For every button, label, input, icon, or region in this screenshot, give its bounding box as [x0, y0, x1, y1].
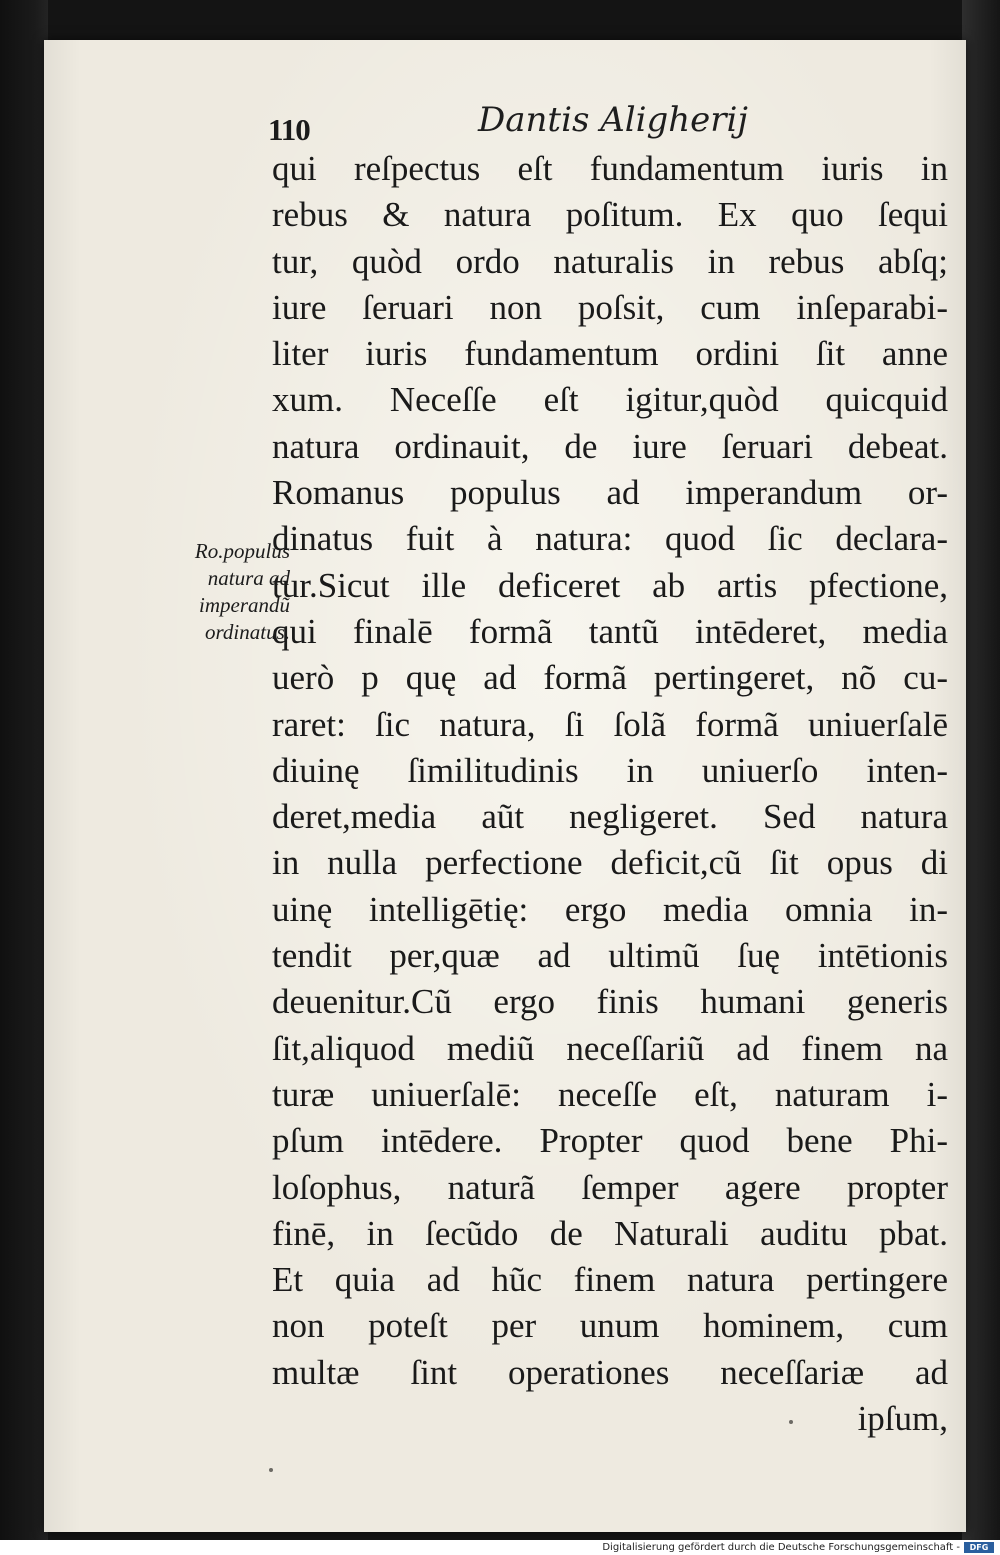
book-page — [44, 40, 966, 1532]
marginal-note-line: ordinatus. — [205, 620, 290, 644]
funding-credit: Digitalisierung gefördert durch die Deutsche Forschungsgemeinschaft - — [602, 1542, 960, 1553]
running-head: Dantis Aligherij — [478, 100, 748, 140]
paper-blemish — [789, 1420, 793, 1424]
text-line: Et quia ad hũc finem natura pertingere — [272, 1260, 948, 1300]
text-line: tur, quòd ordo naturalis in rebus abſq; — [272, 241, 948, 281]
text-line: liter iuris fundamentum ordini ſit anne — [272, 334, 948, 374]
marginal-note — [150, 538, 290, 646]
text-line: turæ uniuerſalē: neceſſe eſt, naturam i- — [272, 1074, 948, 1114]
text-line: iure ſeruari non poſsit, cum inſeparabi- — [272, 287, 948, 327]
text-line: in nulla perfectione deficit,cũ ſit opus di — [272, 843, 948, 883]
text-line: multæ ſint operationes neceſſariæ ad — [272, 1352, 948, 1392]
text-line: rebus & natura poſitum. Ex quo ſequi — [272, 195, 948, 235]
paper-blemish — [269, 1468, 273, 1472]
text-line: raret: ſic natura, ſi ſolã formã uniuerſalē — [272, 704, 948, 744]
marginal-note-line: natura ad — [207, 566, 290, 590]
scan-edge-left — [0, 0, 48, 1555]
text-line: uinę intelligētię: ergo media omnia in- — [272, 889, 948, 929]
scan-edge-right — [962, 0, 1000, 1555]
digitization-footer — [0, 1540, 1000, 1555]
page-header — [44, 100, 966, 150]
text-line: tendit per,quæ ad ultimũ ſuę intētionis — [272, 936, 948, 976]
text-line: loſophus, naturã ſemper agere propter — [272, 1167, 948, 1207]
text-line: deret,media aũt negligeret. Sed natura — [272, 797, 948, 837]
text-line: Romanus populus ad imperandum or- — [272, 473, 948, 513]
catchword: ipſum, — [857, 1399, 948, 1439]
page-number: 110 — [268, 112, 310, 147]
marginal-note-line: imperandũ — [199, 593, 290, 617]
text-line: non poteſt per unum hominem, cum — [272, 1306, 948, 1346]
text-line: uerò p quę ad formã pertingeret, nõ cu- — [272, 658, 948, 698]
marginal-note-line: Ro.populus — [194, 539, 290, 563]
text-line: pſum intēdere. Propter quod bene Phi- — [272, 1121, 948, 1161]
text-line: xum. Neceſſe eſt igitur,quòd quicquid — [272, 380, 948, 420]
text-line: finē, in ſecũdo de Naturali auditu pbat. — [272, 1213, 948, 1253]
text-line: deuenitur.Cũ ergo finis humani generis — [272, 982, 948, 1022]
dfg-logo-icon: DFG — [964, 1542, 994, 1553]
text-line: qui reſpectus eſt fundamentum iuris in — [272, 149, 948, 188]
text-line: ſit,aliquod mediũ neceſſariũ ad finem na — [272, 1028, 948, 1068]
text-line: tur.Sicut ille deficeret ab artis pfectione, — [272, 565, 948, 605]
text-line: natura ordinauit, de iure ſeruari debeat. — [272, 426, 948, 466]
text-line: diuinę ſimilitudinis in uniuerſo inten- — [272, 750, 948, 790]
body-text — [272, 146, 948, 1442]
text-line: qui finalē formã tantũ intēderet, media — [272, 611, 948, 651]
text-line: dinatus fuit à natura: quod ſic declara- — [272, 519, 948, 559]
